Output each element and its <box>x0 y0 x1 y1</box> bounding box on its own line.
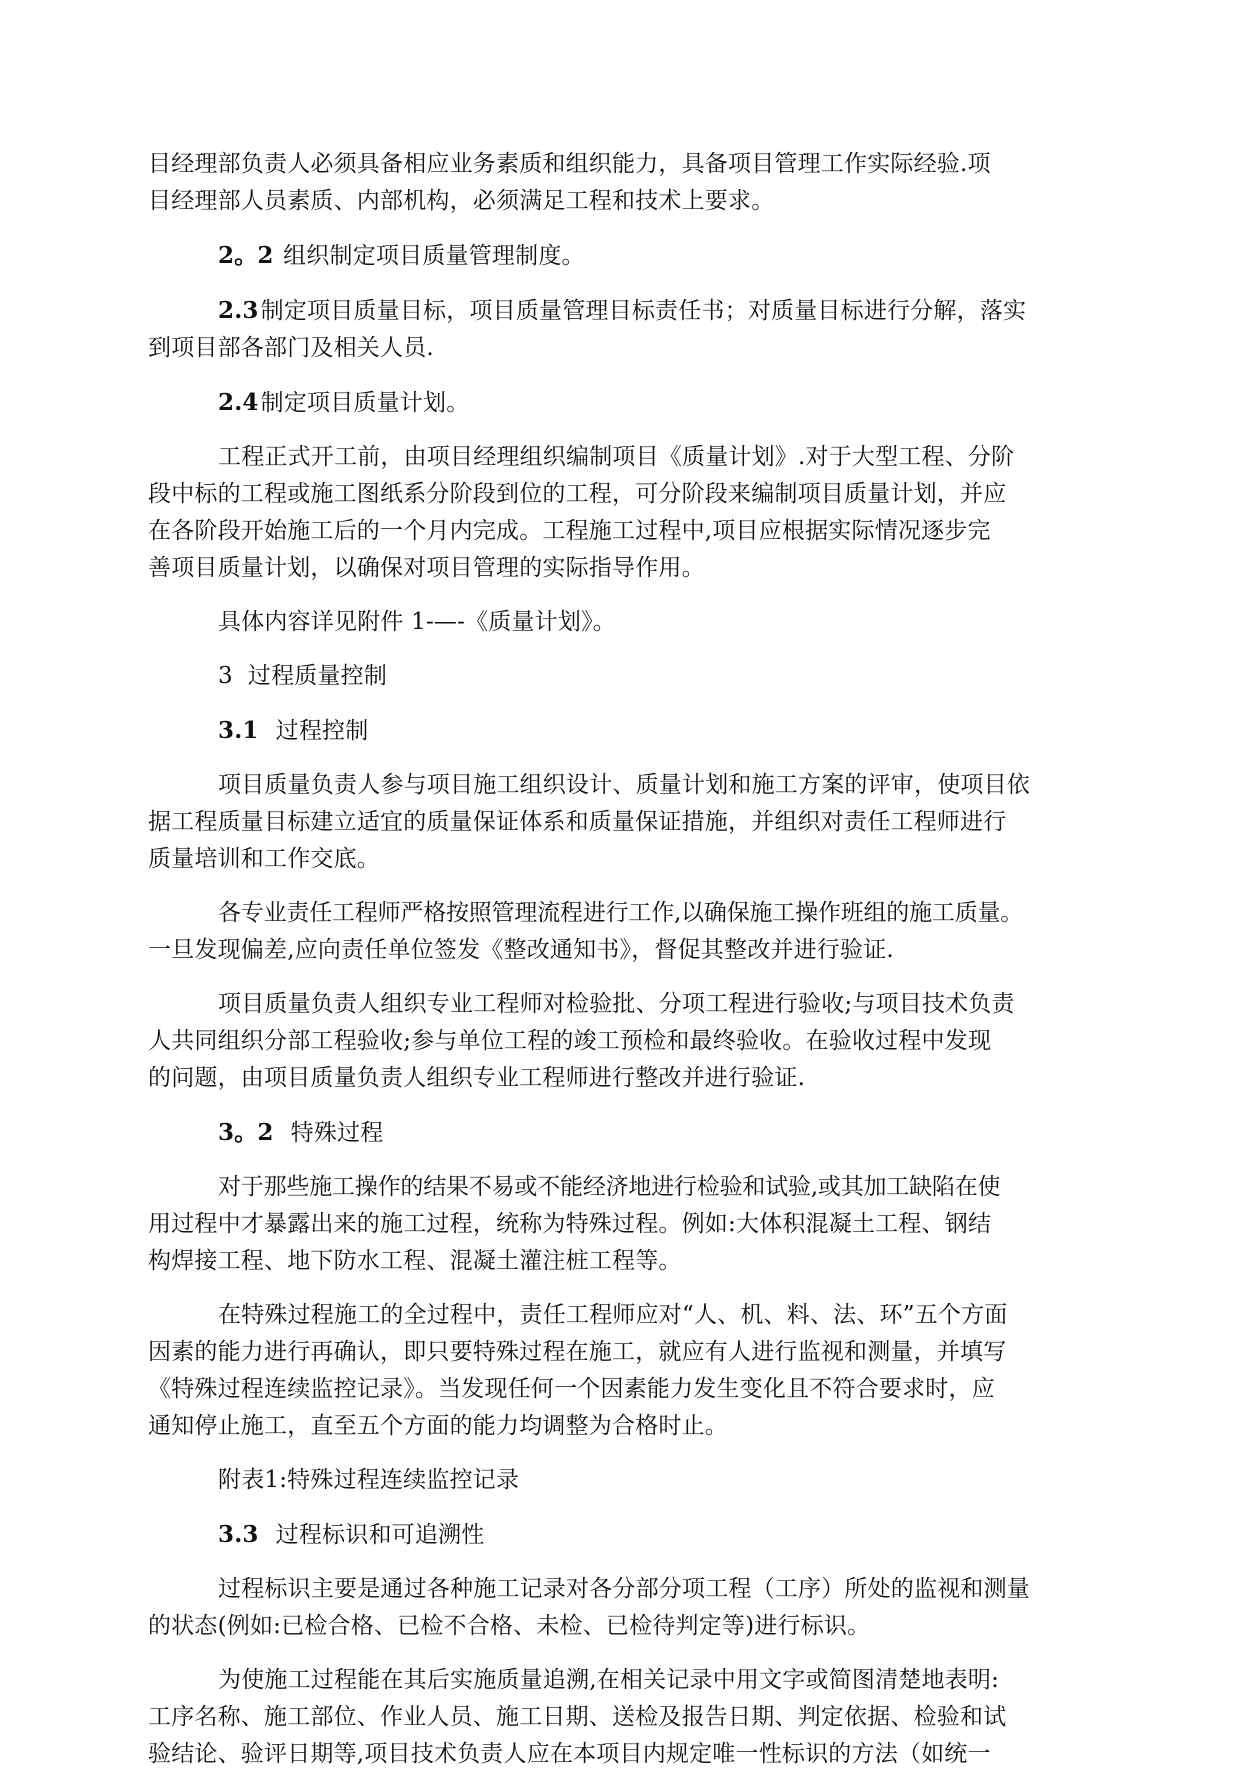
text-line: 《特殊过程连续监控记录》。当发现任何一个因素能力发生变化且不符合要求时，应 <box>148 1376 995 1402</box>
section-3-2 <box>148 1114 1084 1152</box>
section-heading <box>148 1114 1084 1152</box>
text-line: 项目质量负责人组织专业工程师对检验批、分项工程进行验收;与项目技术负责 <box>218 991 1015 1017</box>
text-line: 到项目部各部门及相关人员. <box>148 335 434 361</box>
text-line: 为使施工过程能在其后实施质量追溯,在相关记录中用文字或简图清楚地表明: <box>218 1667 1000 1693</box>
section-text: 过程控制 <box>275 718 369 744</box>
text-line: 具体内容详见附件 1-—-《质量计划》。 <box>218 609 616 635</box>
text-line: 附表1:特殊过程连续监控记录 <box>218 1467 520 1493</box>
text-line: 过程标识主要是通过各种施工记录对各分部分项工程（工序）所处的监视和测量 <box>218 1576 1030 1602</box>
paragraph-attached-table <box>148 1462 1084 1499</box>
section-number: 2。2 <box>218 242 274 269</box>
section-text: 过程质量控制 <box>247 663 388 689</box>
text-line: 人共同组织分部工程验收;参与单位工程的竣工预检和最终验收。在验收过程中发现 <box>148 1028 992 1054</box>
section-text: 过程标识和可追溯性 <box>275 1522 485 1548</box>
text-line: 段中标的工程或施工图纸系分阶段到位的工程，可分阶段来编制项目质量计划，并应 <box>148 481 1007 507</box>
text-line: 通知停止施工，直至五个方面的能力均调整为合格时止。 <box>148 1413 728 1439</box>
text-line: 验结论、验评日期等,项目技术负责人应在本项目内规定唯一性标识的方法（如统一 <box>148 1741 991 1767</box>
text-line: 一旦发现偏差,应向责任单位签发《整改通知书》，督促其整改并进行验证. <box>148 937 894 963</box>
text-line: 善项目质量计划，以确保对项目管理的实际指导作用。 <box>148 555 705 581</box>
text-line: 的状态(例如:已检合格、已检不合格、未检、已检待判定等)进行标识。 <box>148 1613 871 1639</box>
section-heading <box>148 712 1084 750</box>
section-number: 2.3 <box>218 297 259 324</box>
text-line: 的问题，由项目质量负责人组织专业工程师进行整改并进行验证. <box>148 1065 806 1091</box>
section-3-3 <box>148 1516 1084 1554</box>
section-heading <box>148 1516 1084 1554</box>
section-heading <box>148 384 1084 422</box>
section-number: 3.1 <box>218 717 259 744</box>
section-2-2 <box>148 237 1084 275</box>
text-line: 在各阶段开始施工后的一个月内完成。工程施工过程中,项目应根据实际情况逐步完 <box>148 518 991 544</box>
paragraph-special-process-a <box>148 1169 1084 1280</box>
section-heading <box>148 292 1084 330</box>
section-text: 制定项目质量计划。 <box>260 390 470 416</box>
text-line: 因素的能力进行再确认，即只要特殊过程在施工，就应有人进行监视和测量，并填写 <box>148 1339 1007 1365</box>
text-line: 在特殊过程施工的全过程中，责任工程师应对“人、机、料、法、环”五个方面 <box>218 1302 1008 1328</box>
section-heading <box>148 658 1084 695</box>
paragraph-special-process-b <box>148 1297 1084 1445</box>
text-line: 用过程中才暴露出来的施工过程，统称为特殊过程。例如:大体积混凝土工程、钢结 <box>148 1211 992 1237</box>
text-line: 各专业责任工程师严格按照管理流程进行工作,以确保施工操作班组的施工质量。 <box>218 900 1024 926</box>
section-3 <box>148 658 1084 695</box>
section-number: 2.4 <box>218 389 259 416</box>
text-line: 工程正式开工前，由项目经理组织编制项目《质量计划》.对于大型工程、分阶 <box>218 444 1015 470</box>
document-page <box>148 146 1084 1790</box>
section-text: 特殊过程 <box>290 1120 384 1146</box>
paragraph-process-control-c <box>148 986 1084 1097</box>
paragraph-quality-plan <box>148 439 1084 587</box>
section-heading <box>148 237 1084 275</box>
text-line: 项目质量负责人参与项目施工组织设计、质量计划和施工方案的评审，使项目依 <box>218 772 1030 798</box>
section-3-1 <box>148 712 1084 750</box>
section-text: 制定项目质量目标，项目质量管理目标责任书；对质量目标进行分解，落实 <box>260 298 1027 324</box>
text-line: 据工程质量目标建立适宜的质量保证体系和质量保证措施，并组织对责任工程师进行 <box>148 809 1007 835</box>
section-number: 3。2 <box>218 1119 274 1146</box>
text-line: 目经理部负责人必须具备相应业务素质和组织能力，具备项目管理工作实际经验.项 <box>148 151 991 177</box>
text-line: 质量培训和工作交底。 <box>148 846 380 872</box>
text-line: 对于那些施工操作的结果不易或不能经济地进行检验和试验,或其加工缺陷在使 <box>218 1174 1001 1200</box>
paragraph-identification-b <box>148 1662 1084 1773</box>
section-2-3 <box>148 292 1084 367</box>
paragraph-appendix-1 <box>148 604 1084 641</box>
section-2-4 <box>148 384 1084 422</box>
paragraph-project-team <box>148 146 1084 220</box>
section-number: 3.3 <box>218 1521 259 1548</box>
paragraph-process-control-b <box>148 895 1084 969</box>
section-number: 3 <box>218 663 233 689</box>
text-line: 构焊接工程、地下防水工程、混凝土灌注桩工程等。 <box>148 1248 682 1274</box>
text-line: 目经理部人员素质、内部机构，必须满足工程和技术上要求。 <box>148 188 775 214</box>
paragraph-process-control-a <box>148 767 1084 878</box>
paragraph-identification-a <box>148 1571 1084 1645</box>
section-text: 组织制定项目质量管理制度。 <box>283 243 585 269</box>
text-line: 工序名称、施工部位、作业人员、施工日期、送检及报告日期、判定依据、检验和试 <box>148 1704 1007 1730</box>
